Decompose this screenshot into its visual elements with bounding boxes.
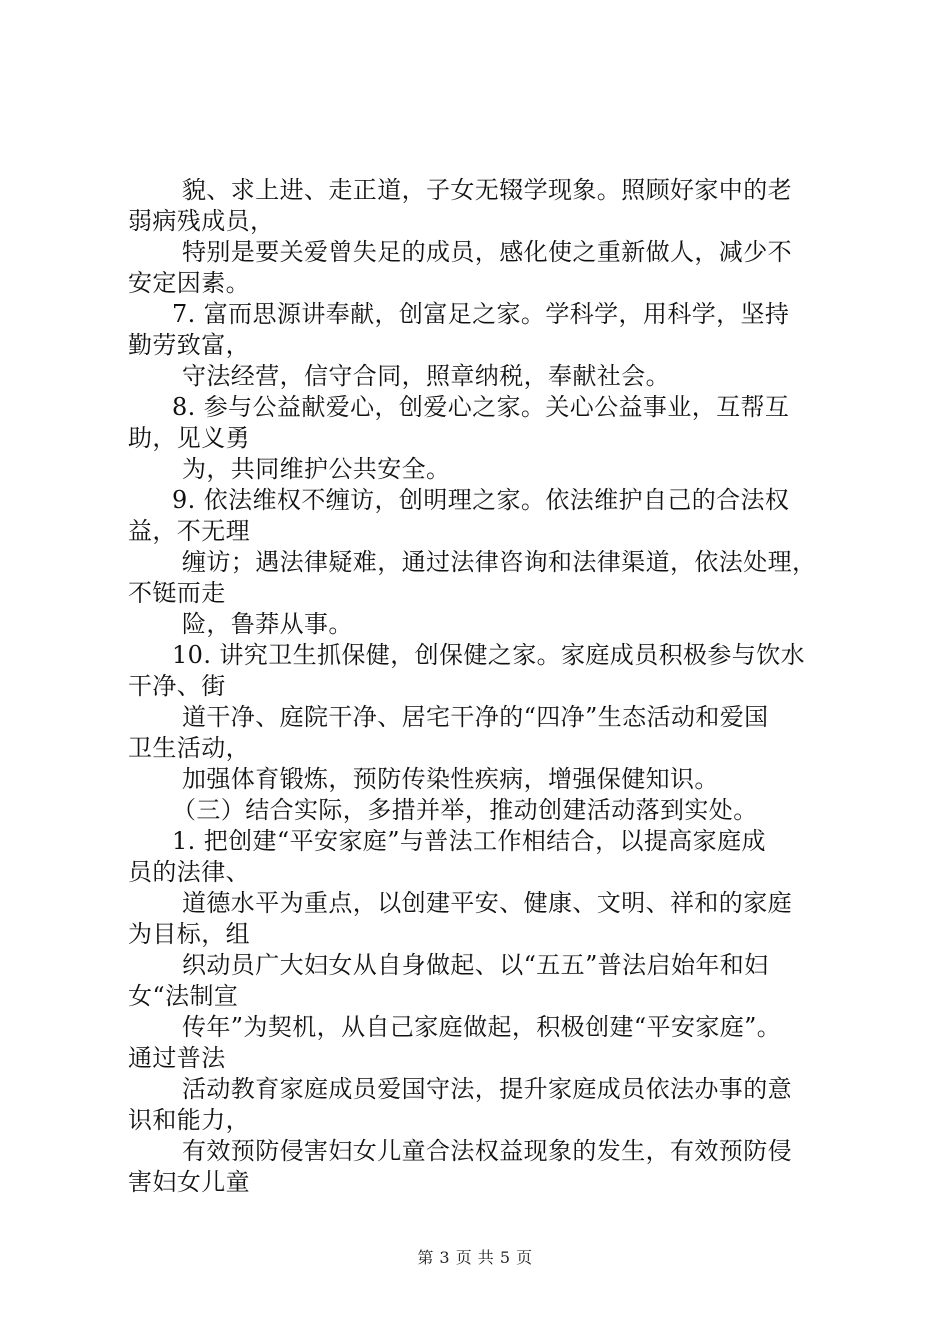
text-line: 貌、求上进、走正道，子女无辍学现象。照顾好家中的老 [182,176,792,204]
text-line: 7. 富而思源讲奉献，创富足之家。学科学，用科学，坚持 [172,300,790,328]
text-line: 缠访；遇法律疑难，通过法律咨询和法律渠道，依法处理， [182,548,817,576]
text-line: 为目标，组 [128,920,250,948]
text-line: 守法经营，信守合同，照章纳税，奉献社会。 [182,362,670,390]
text-line: 识和能力， [128,1106,250,1134]
text-line: 通过普法 [128,1044,226,1072]
text-line: 有效预防侵害妇女儿童合法权益现象的发生，有效预防侵 [182,1137,792,1165]
text-line: 员的法律、 [128,858,250,886]
text-line: 益，不无理 [128,517,250,545]
text-line: 道干净、庭院干净、居宅干净的“四净”生态活动和爱国 [182,703,769,731]
text-line: 加强体育锻炼，预防传染性疾病，增强保健知识。 [182,765,719,793]
text-line: 险，鲁莽从事。 [182,610,353,638]
text-line: 特别是要关爱曾失足的成员，感化使之重新做人，减少不 [182,238,792,266]
body-text [128,175,840,1198]
text-line: 助，见义勇 [128,424,250,452]
text-line: 9. 依法维权不缠访，创明理之家。依法维护自己的合法权 [172,486,790,514]
text-line: 不铤而走 [128,579,226,607]
page-footer: 第 3 页 共 5 页 [417,1248,533,1267]
text-line: 1. 把创建“平安家庭”与普法工作相结合，以提高家庭成 [172,827,766,855]
text-line: 安定因素。 [128,269,250,297]
text-line: 织动员广大妇女从自身做起、以“五五”普法启始年和妇 [182,951,769,979]
text-line: 弱病残成员， [128,207,275,235]
text-line: 害妇女儿童 [128,1168,250,1196]
text-line: 活动教育家庭成员爱国守法，提升家庭成员依法办事的意 [182,1075,792,1103]
text-line: 传年”为契机，从自己家庭做起，积极创建“平安家庭”。 [182,1013,782,1041]
text-line: 女“法制宣 [128,982,239,1010]
text-line: 10. 讲究卫生抓保健，创保健之家。家庭成员积极参与饮水 [172,641,805,669]
text-line: 8. 参与公益献爱心，创爱心之家。关心公益事业，互帮互 [172,393,790,421]
text-line: 为，共同维护公共安全。 [182,455,451,483]
text-line: 卫生活动， [128,734,250,762]
text-line: 干净、街 [128,672,226,700]
text-line: （三）结合实际，多措并举，推动创建活动落到实处。 [172,796,758,824]
text-line: 道德水平为重点，以创建平安、健康、文明、祥和的家庭 [182,889,792,917]
text-line: 勤劳致富， [128,331,250,359]
